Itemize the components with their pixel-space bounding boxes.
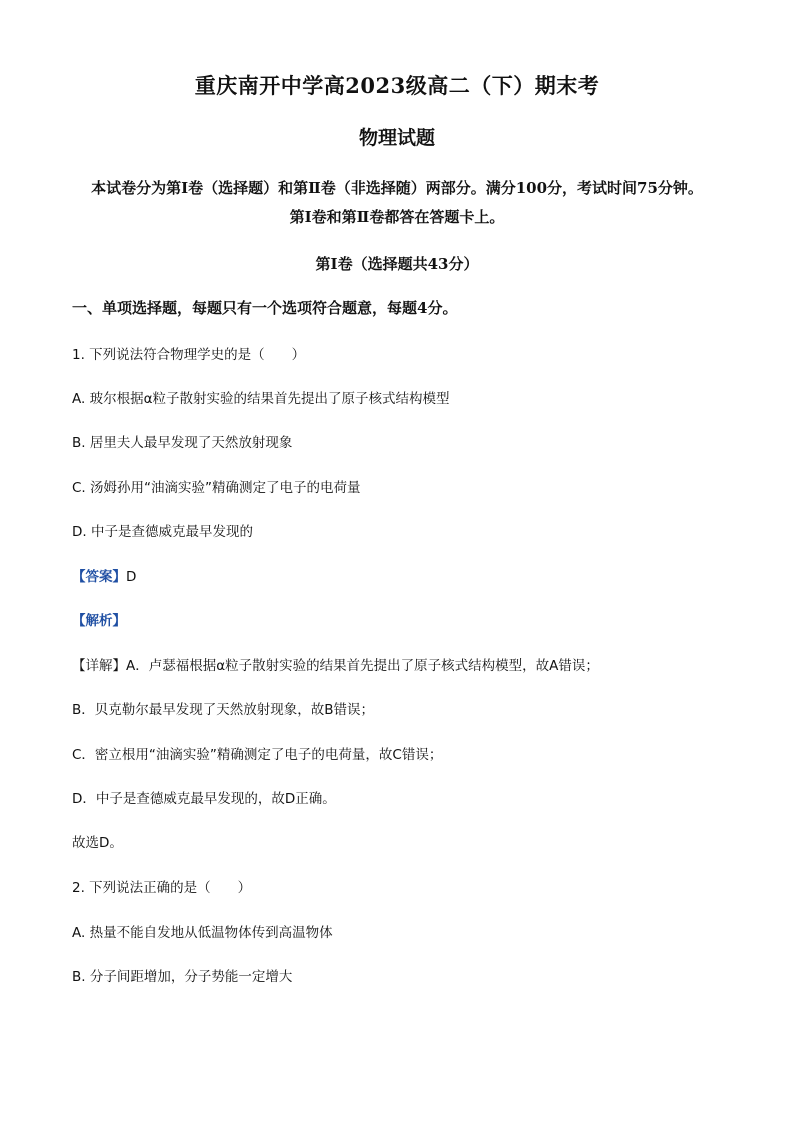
q1-analysis [72,609,126,629]
q2-stem: 2. 下列说法正确的是（ ） [72,880,252,896]
q1-detail-line-3: C．密立根用“油滴实验”精确测定了电子的电荷量，故C错误； [72,747,443,763]
q2-option-a: A. 热量不能自发地从低温物体传到高温物体 [72,925,333,941]
q1-stem: 1. 下列说法符合物理学史的是（ ） [72,347,306,363]
q1-detail-line-4: D．中子是查德威克最早发现的，故D正确。 [72,791,336,807]
q1-detail-line-2: B．贝克勒尔最早发现了天然放射现象，故B错误； [72,702,375,718]
section-title: 第Ⅰ卷（选择题共43分） [315,255,479,273]
q1-conclusion: 故选D。 [72,835,123,851]
exam-intro-line-1: 本试卷分为第Ⅰ卷（选择题）和第Ⅱ卷（非选择随）两部分。满分100分，考试时间75分钟。 [91,179,703,197]
q1-option-c: C. 汤姆孙用“油滴实验”精确测定了电子的电荷量 [72,480,361,496]
q1-detail-line-1 [72,654,599,674]
q1-option-a: A. 玻尔根据α粒子散射实验的结果首先提出了原子核式结构模型 [72,391,450,407]
section-heading: 一、单项选择题，每题只有一个选项符合题意，每题4分。 [72,299,458,317]
q1-option-b: B. 居里夫人最早发现了天然放射现象 [72,435,293,451]
exam-subject: 物理试题 [358,127,435,149]
q2-option-b: B. 分子间距增加，分子势能一定增大 [72,969,293,985]
q1-answer [72,565,136,585]
analysis-tag: 【解析】 [72,613,126,629]
detail-tag: 【详解】 [72,658,126,674]
exam-title: 重庆南开中学高2023级高二（下）期末考 [194,73,600,98]
q1-option-d: D. 中子是查德威克最早发现的 [72,524,253,540]
detail-text-a: A．卢瑟福根据α粒子散射实验的结果首先提出了原子核式结构模型，故A错误； [126,658,599,674]
answer-tag: 【答案】 [72,569,126,585]
exam-intro-line-2: 第Ⅰ卷和第Ⅱ卷都答在答题卡上。 [289,208,505,226]
answer-value: D [126,569,137,585]
